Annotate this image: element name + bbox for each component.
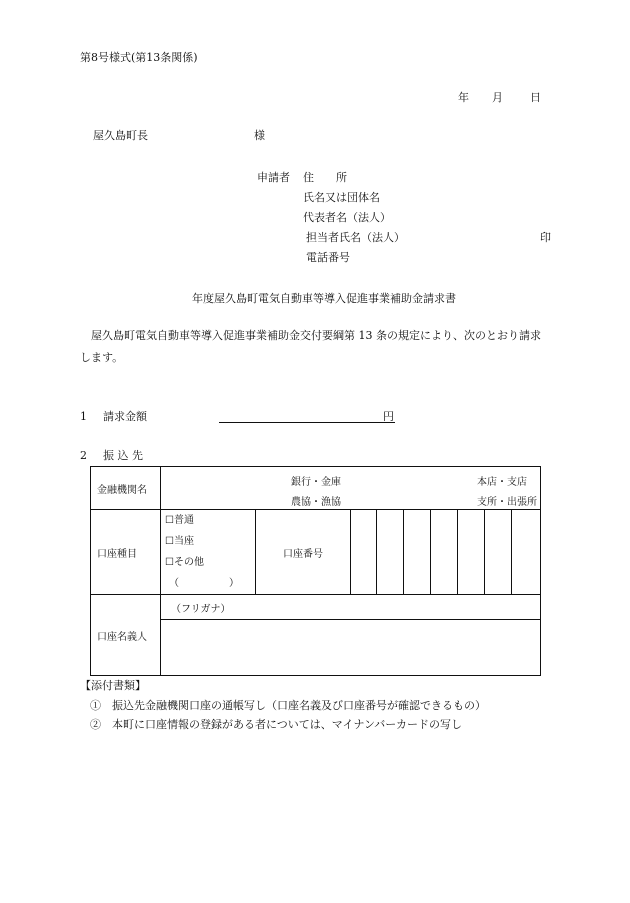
addressee-name: 屋久島町長: [93, 129, 148, 142]
account-digit-box[interactable]: [431, 510, 458, 595]
document-title: 年度屋久島町電気自動車等導入促進事業補助金請求書: [192, 292, 456, 305]
section1-number: 1: [80, 410, 87, 423]
applicant-address-label: 住 所: [303, 171, 347, 184]
account-digit-box[interactable]: [485, 510, 512, 595]
attachments-heading: 【添付書類】: [80, 679, 146, 692]
branch-types-1: 本店・支店: [477, 477, 527, 488]
body-text: 屋久島町電気自動車等導入促進事業補助金交付要綱第 13 条の規定により、次のとおり請求します。: [80, 329, 541, 364]
attachment-item-1: ① 振込先金融機関口座の通帳写し（口座名義及び口座番号が確認できるもの）: [90, 699, 486, 712]
account-digit-box[interactable]: [458, 510, 485, 595]
date-year-label: 年: [458, 91, 469, 104]
checkbox-ordinary[interactable]: ☐普通: [165, 515, 194, 526]
bank-types-1: 銀行・金庫: [291, 477, 341, 488]
account-type-row: [91, 510, 541, 595]
applicant-contact-label: 担当者氏名（法人）: [306, 231, 405, 244]
section2-label: 振 込 先: [103, 449, 143, 462]
applicant-name-label: 氏名又は団体名: [303, 191, 380, 204]
account-digit-box[interactable]: [404, 510, 431, 595]
date-day-label: 日: [530, 91, 541, 104]
section1-label: 請求金額: [103, 410, 147, 423]
furigana-label: （フリガナ）: [171, 603, 231, 615]
holder-name-field[interactable]: [161, 620, 541, 676]
amount-line[interactable]: [219, 422, 395, 423]
attachment-item-2: ② 本町に口座情報の登録がある者については、マイナンバーカードの写し: [90, 718, 463, 731]
applicant-label: 申請者: [257, 171, 290, 184]
furigana-field[interactable]: [161, 595, 541, 620]
checkbox-other[interactable]: ☐その他: [165, 557, 204, 568]
bank-types-2: 農協・漁協: [291, 497, 341, 508]
holder-label: 口座名義人: [91, 595, 161, 676]
bank-row: [91, 467, 541, 510]
account-type-label: 口座種目: [91, 510, 161, 595]
applicant-representative-label: 代表者名（法人）: [303, 211, 391, 224]
section2-number: 2: [80, 449, 87, 462]
bank-name-field[interactable]: [161, 467, 541, 510]
holder-row-top: [91, 595, 541, 620]
account-digit-box[interactable]: [377, 510, 404, 595]
addressee-honorific: 様: [254, 129, 265, 142]
bank-label: 金融機関名: [91, 467, 161, 510]
applicant-phone-label: 電話番号: [306, 251, 350, 264]
account-digit-box[interactable]: [512, 510, 541, 595]
branch-types-2: 支所・出張所: [477, 497, 537, 508]
checkbox-current[interactable]: ☐当座: [165, 536, 194, 547]
form-number: 第8号様式(第13条関係): [80, 51, 198, 64]
account-number-label: 口座番号: [256, 510, 351, 595]
account-type-options: [161, 510, 256, 595]
date-month-label: 月: [492, 91, 503, 104]
bank-transfer-table: [90, 466, 541, 676]
amount-unit: 円: [383, 410, 394, 423]
seal-mark: 印: [540, 231, 551, 244]
other-detail-field[interactable]: （ ）: [169, 578, 239, 589]
account-digit-box[interactable]: [351, 510, 377, 595]
